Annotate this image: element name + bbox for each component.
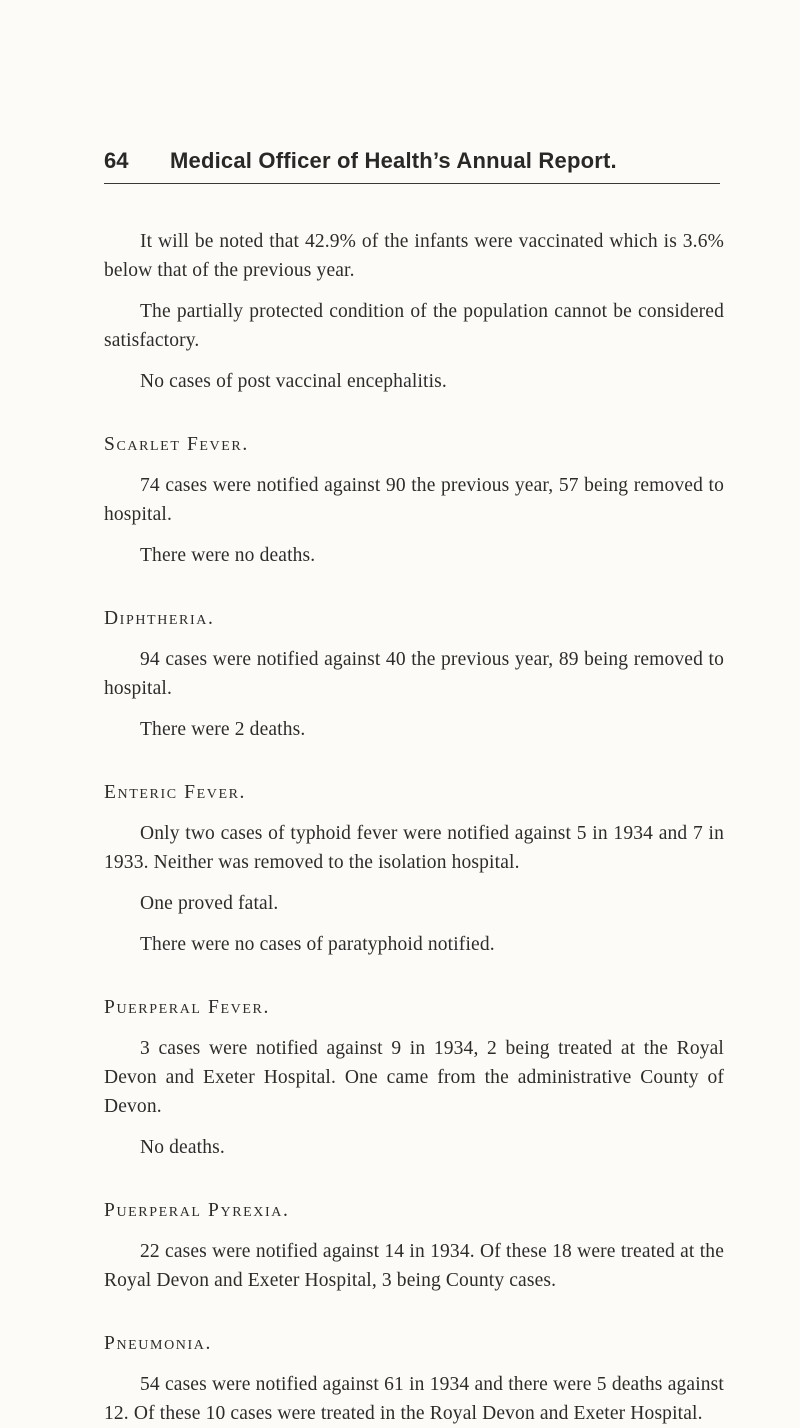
section-paragraph: One proved fatal. [140, 893, 279, 914]
section-paragraph: 94 cases were notified against 40 the previous year, 89 being removed to hospital. [104, 649, 724, 699]
section-heading-puerperal-fever: Puerperal Fever. [104, 997, 270, 1018]
header-divider [104, 183, 720, 184]
section-heading-pneumonia: Pneumonia. [104, 1333, 212, 1354]
intro-paragraph: The partially protected condition of the population cannot be considered satisfactory. [104, 301, 724, 351]
page-number: 64 [104, 148, 129, 173]
section-paragraph: There were 2 deaths. [140, 719, 306, 740]
report-body [104, 227, 724, 1428]
intro-paragraph: It will be noted that 42.9% of the infants were vaccinated which is 3.6% below that of the previous year. [104, 231, 724, 281]
intro-paragraph: No cases of post vaccinal encephalitis. [140, 371, 447, 392]
section-paragraph: No deaths. [140, 1137, 225, 1158]
section-heading-enteric-fever: Enteric Fever. [104, 782, 247, 803]
section-heading-puerperal-pyrexia: Puerperal Pyrexia. [104, 1200, 290, 1221]
section-paragraph: 3 cases were notified against 9 in 1934, 2 being treated at the Royal Devon and Exeter Hospital. One came from the administrative County of Devon. [104, 1038, 724, 1117]
section-paragraph: 74 cases were notified against 90 the previous year, 57 being removed to hospital. [104, 475, 724, 525]
section-paragraph: There were no deaths. [140, 545, 316, 566]
section-heading-diphtheria: Diphtheria. [104, 608, 215, 629]
section-heading-scarlet-fever: Scarlet Fever. [104, 434, 249, 455]
running-title: Medical Officer of Health’s Annual Report. [170, 148, 617, 173]
section-paragraph: 22 cases were notified against 14 in 1934. Of these 18 were treated at the Royal Devon and Exeter Hospital, 3 being County cases. [104, 1241, 724, 1291]
section-paragraph: Only two cases of typhoid fever were notified against 5 in 1934 and 7 in 1933. Neither was removed to the isolation hospital. [104, 823, 724, 873]
page-header [104, 148, 724, 188]
section-paragraph: 54 cases were notified against 61 in 1934 and there were 5 deaths against 12. Of these 10 cases were treated in the Royal Devon and Exeter Hospital. [104, 1374, 724, 1424]
section-paragraph: There were no cases of paratyphoid notified. [140, 934, 495, 955]
